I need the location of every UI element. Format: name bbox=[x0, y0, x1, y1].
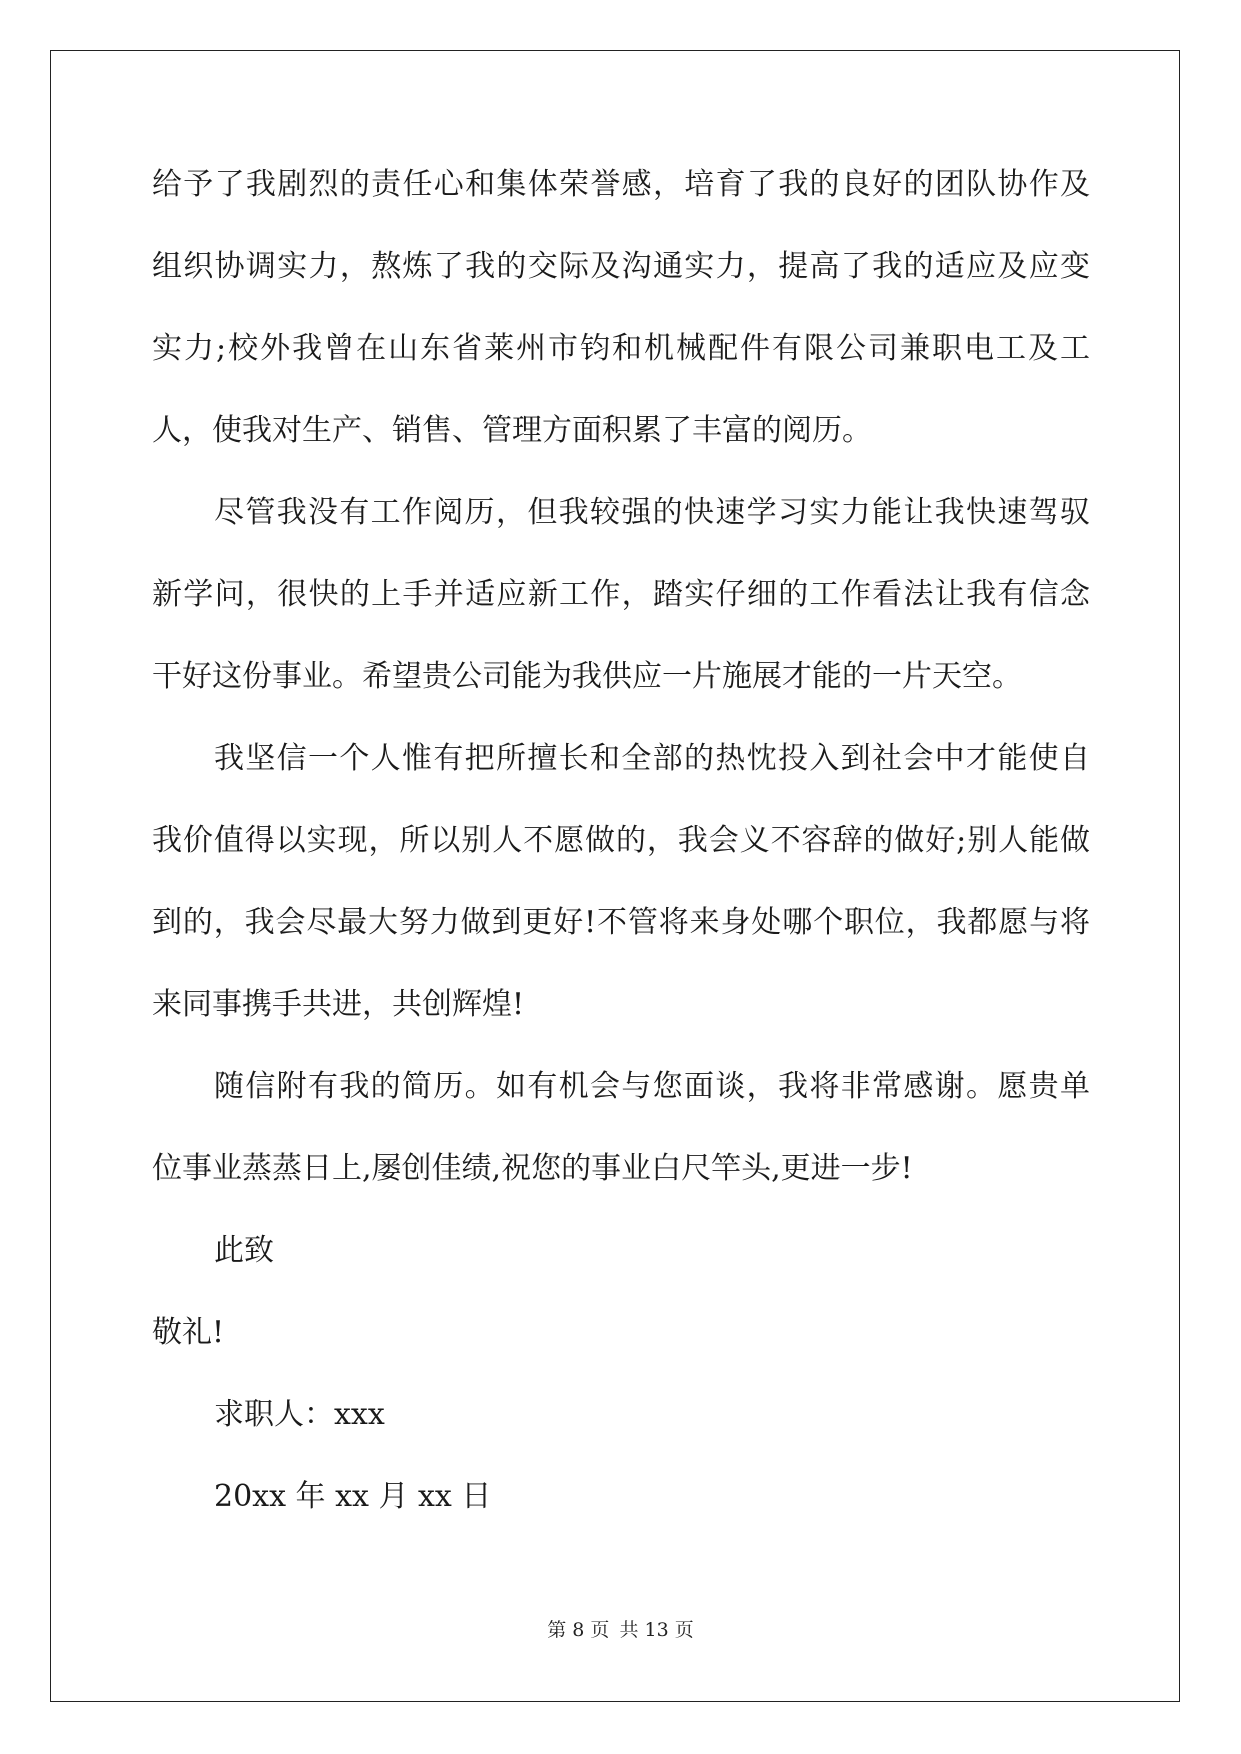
paragraph-1-line-3: 实力;校外我曾在山东省莱州市钧和机械配件有限公司兼职电工及工 bbox=[152, 331, 1090, 366]
page-footer bbox=[0, 1615, 1241, 1642]
closing-salutation: 此致 bbox=[214, 1233, 274, 1268]
paragraph-3-line-3: 到的，我会尽最大努力做到更好!不管将来身处哪个职位，我都愿与将 bbox=[152, 905, 1090, 940]
letter-body bbox=[152, 160, 1090, 1554]
paragraph-4-line-2: 位事业蒸蒸日上,屡创佳绩,祝您的事业白尺竿头,更进一步! bbox=[152, 1151, 913, 1186]
applicant-signature: 求职人：xxx bbox=[214, 1397, 385, 1432]
page-number-total: 共 13 页 bbox=[619, 1619, 694, 1641]
paragraph-2-line-2: 新学问，很快的上手并适应新工作，踏实仔细的工作看法让我有信念 bbox=[152, 577, 1090, 612]
letter-date: 20xx 年 xx 月 xx 日 bbox=[214, 1479, 492, 1514]
paragraph-1-line-4: 人，使我对生产、销售、管理方面积累了丰富的阅历。 bbox=[152, 413, 872, 448]
paragraph-3-line-1: 我坚信一个人惟有把所擅长和全部的热忱投入到社会中才能使自 bbox=[214, 741, 1090, 776]
paragraph-3-line-4: 来同事携手共进，共创辉煌! bbox=[152, 987, 525, 1022]
paragraph-4-line-1: 随信附有我的简历。如有机会与您面谈，我将非常感谢。愿贵单 bbox=[214, 1069, 1090, 1104]
paragraph-2-line-1: 尽管我没有工作阅历，但我较强的快速学习实力能让我快速驾驭 bbox=[214, 495, 1090, 530]
paragraph-1-line-2: 组织协调实力，熬炼了我的交际及沟通实力，提高了我的适应及应变 bbox=[152, 249, 1090, 284]
paragraph-1-line-1: 给予了我剧烈的责任心和集体荣誉感，培育了我的良好的团队协作及 bbox=[152, 167, 1090, 202]
paragraph-3-line-2: 我价值得以实现，所以别人不愿做的，我会义不容辞的做好;别人能做 bbox=[152, 823, 1090, 858]
paragraph-2-line-3: 干好这份事业。希望贵公司能为我供应一片施展才能的一片天空。 bbox=[152, 659, 1022, 694]
page-number-current: 第 8 页 bbox=[547, 1619, 610, 1641]
closing-regards: 敬礼! bbox=[152, 1315, 225, 1350]
